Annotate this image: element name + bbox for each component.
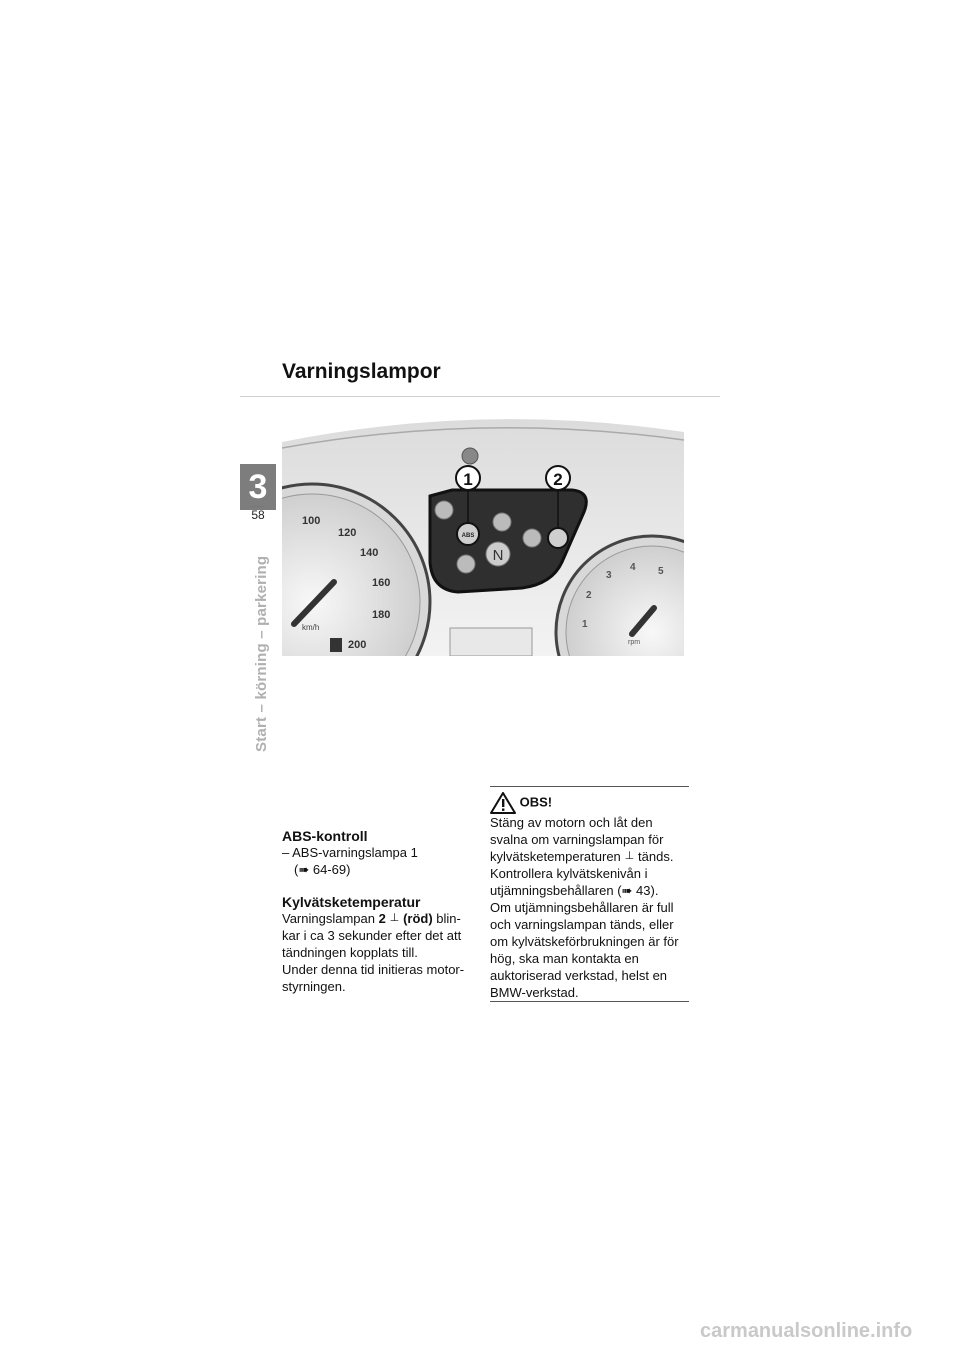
speed-tick-label: 200 xyxy=(348,639,367,651)
abs-heading: ABS-kontroll xyxy=(282,828,368,844)
rpm-tick-label: 2 xyxy=(586,590,592,601)
coolant-temp-icon: ⊥ xyxy=(624,850,635,862)
watermark: carmanualsonline.info xyxy=(700,1320,913,1342)
rpm-tick-label: 5 xyxy=(658,566,664,577)
callout-1-label: 1 xyxy=(463,470,473,489)
chapter-number: 3 xyxy=(240,464,276,510)
abs-item: – ABS-varningslampa 1 xyxy=(282,845,418,860)
speed-tick-label: 140 xyxy=(360,547,379,559)
left-column xyxy=(282,828,478,995)
abs-icon-label: ABS xyxy=(461,533,475,539)
coolant-temp-icon xyxy=(548,528,568,548)
coolant-paragraph-2: Under denna tid initieras motor-styrningen. xyxy=(282,962,465,994)
warning-triangle-icon xyxy=(490,792,516,814)
rpm-tick-label: 1 xyxy=(582,619,588,630)
speed-tick-label: 120 xyxy=(338,527,357,539)
speed-tick-label: 160 xyxy=(372,577,391,589)
warning-text-1: Stäng av motorn och låt den svalna om varningslampan för kylvätsketemperaturen ⊥ tänds. xyxy=(490,815,674,864)
page-number: 58 xyxy=(251,508,265,522)
title-divider xyxy=(240,396,720,397)
center-button-icon xyxy=(462,448,478,464)
speed-unit-label: km/h xyxy=(302,623,320,632)
lcd-display xyxy=(450,628,532,656)
high-beam-icon xyxy=(493,513,511,531)
rpm-unit-label: rpm xyxy=(628,639,641,646)
warning-box xyxy=(490,786,689,1002)
neutral-icon-label: N xyxy=(492,547,504,564)
rpm-tick-label: 3 xyxy=(606,570,612,581)
warning-label-row xyxy=(490,792,689,814)
warning-text-2: Kontrollera kylvätskenivån i utjämningsbehållaren (➠ 43). xyxy=(490,866,659,898)
coolant-temp-icon: ⊥ xyxy=(389,912,400,924)
page-title: Varningslampor xyxy=(282,360,441,383)
chapter-side-label: Start – körning – parkering xyxy=(253,555,270,752)
rpm-tick-label: 4 xyxy=(630,562,636,573)
instrument-cluster-illustration xyxy=(282,412,684,656)
coolant-heading: Kylvätsketemperatur xyxy=(282,894,421,910)
fuel-icon xyxy=(457,555,475,573)
turn-signal-icon xyxy=(435,501,453,519)
callout-2-label: 2 xyxy=(553,470,563,489)
oil-pressure-icon xyxy=(523,529,541,547)
warning-text-3: Om utjämningsbehållaren är full och varningslampan tänds, eller om kylvätskeförbrukningen är för hög, ska man kontakta en auktoriserad verkstad, helst en BMW-verkstad. xyxy=(490,900,679,1000)
warning-label: OBS! xyxy=(519,794,553,810)
speed-tick-label: 100 xyxy=(302,515,321,527)
speed-tick-label: 180 xyxy=(372,609,391,621)
abs-ref: (➠ 64-69) xyxy=(294,862,351,877)
page-number-rule xyxy=(251,506,265,507)
coolant-paragraph: Varningslampan 2 ⊥ (röd) blin-kar i ca 3 sekunder efter det att tändningen kopplats till. xyxy=(282,911,462,960)
